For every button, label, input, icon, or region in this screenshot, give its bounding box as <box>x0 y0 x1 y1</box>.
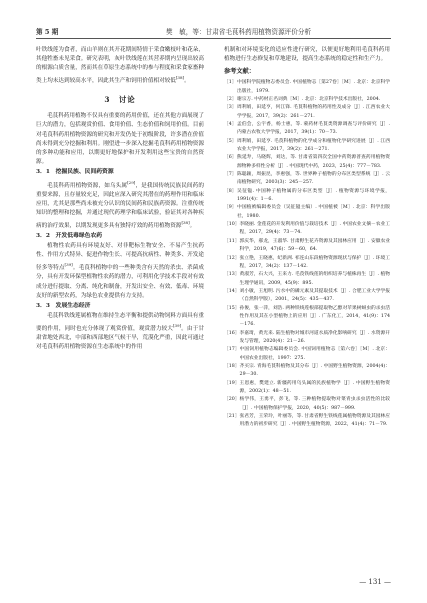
reference-item <box>224 346 390 363</box>
reference-text: 孙俊，张一萍，刘浩. 两种铁线莲根部提取物乙醇对苹果树蚜虫的杀虫活性作用及其在小型植物上的应用［J］. 广东化工，2014，41(9)：174－176. <box>239 305 390 328</box>
reference-text: 谢宗万. 中药材正名词典［M］. 北京：北京科学技术出版社，2004. <box>237 96 381 102</box>
reference-number: ［13］ <box>224 272 240 278</box>
reference-number: ［21］ <box>224 414 240 420</box>
reference-item <box>224 204 390 221</box>
reference-text: 李晓丽. 金莲花的开发利用价值与栽培技术［J］. 中国农业文摘－农业工程，2017，29(4)：73－74. <box>239 222 390 236</box>
reference-item <box>224 396 390 413</box>
header-rule <box>36 38 391 39</box>
subsection-title-3: 3．3 发展生态经济 <box>36 302 91 309</box>
reference-number: ［1］ <box>224 80 237 86</box>
reference-item <box>224 138 390 155</box>
reference-item <box>224 121 390 138</box>
reference-text: 黄淑芳，石大兴，王来力. 毛茛铁线莲的组织培养与植株再生［J］. 植物生理学通讯，2009，45(9)：895. <box>239 272 390 286</box>
reference-item <box>224 154 390 171</box>
reference-item <box>224 79 390 96</box>
reference-number: ［11］ <box>224 238 240 244</box>
reference-text: 熊延寿，马晓辉，刘达，等. 甘肃省第四次全国中药资源普查药用植物资源物种多样性分析［J］. 中国现代中药，2023，25(4)：777－783. <box>237 155 390 169</box>
reference-text: 中国科学院植物志委员会. 中国植物志［第27卷］［M］. 北京：北京科学出版社，1979. <box>237 80 390 94</box>
reference-text: 吴征镒. 中国种子植物属的分布区类型［J］. 植物资源与环境学报，1991(4)：1－6. <box>237 188 390 203</box>
intro-paragraph: 叶铁线莲为食者，而山羊则在其开花期间特情于采食嫩枝叶和花朵，其他牲畜未见采食。研究表明，灰叶铁线莲在其营养期内呈现出较高的根源白质含量，然而其在草原生态系统中的参与程度和采食家畜种类上均未达到较高水平，因此其生产和饲用价值相对较低[38]。 <box>36 47 204 85</box>
reference-text: 周利娟，田延亨. 毛茛科植物的化学成分和植物化学研究进展［J］. 江西农业大学学报，2017，39(2)：261－271. <box>237 138 390 153</box>
reference-text: 王恩惠，樊建立. 新疆药用乌头属的民族植物学［J］. 中国野生植物资源，2002(1)：48－51. <box>239 380 390 394</box>
continued-paragraph: 机制和对环境变化的适应性进行研究，以便更好地利用毛茛科药用植物进行生态修复和草地建设，提高生态系统的稳定性和生产力。 <box>224 47 390 63</box>
reference-item <box>224 238 390 255</box>
reference-number: ［2］ <box>224 96 237 102</box>
reference-item <box>224 96 390 104</box>
reference-item <box>224 413 390 430</box>
reference-number: ［3］ <box>224 105 237 111</box>
left-column <box>36 46 204 352</box>
reference-number: ［15］ <box>224 305 240 311</box>
running-title: 樊 敏，等：甘肃省毛茛科药用植物资源评价分析 <box>166 28 312 36</box>
reference-text: 孟伯会，公宇香，杨士惠，等. 蒙药材毛茛类资源调查与评价研究［J］. 内蒙古农牧大学学报，2017，39(1)：70－73. <box>237 122 390 136</box>
reference-number: ［18］ <box>224 363 240 369</box>
reference-number: ［7］ <box>224 172 237 178</box>
reference-number: ［8］ <box>224 188 237 194</box>
subsection-title-1: 3．1 挖掘民族、民间药资源 <box>36 168 114 175</box>
reference-text: 中国植被编辑委员会（吴征镒主编）. 中国植被［M］. 北京：科学出版社，1980. <box>237 205 390 219</box>
reference-text: 张立艳，王晓惠，纪新洲. 祁连山东段植物资源现状与保护［J］. 环境工程，2017，34(2)：137－142. <box>239 255 390 269</box>
reference-text: 李嘉琦，黄光来. 陆生植物对城市河道水质净化影响研究［J］. 水资源开发与管理，2020(4)：21－26. <box>239 330 390 344</box>
reference-number: ［4］ <box>224 122 237 127</box>
reference-item <box>224 188 390 205</box>
reference-text: 郭庆华，郝龙，王淑华. 甘肃野生花卉资源及其园林应用［J］. 安徽农业科学，2019，47(6)：59－60，64. <box>239 238 390 253</box>
reference-text: 中国饲用植物志编辑委员会. 中国饲用植物志［第六卷］［M］. 北京：中国农业出版社，1997：275. <box>239 347 390 361</box>
reference-text: 陈聪颖，周振昆，李惠强，等. 世界种子植物的分布区类型系统［J］. 云南植物研究，2003(3)：245－257. <box>237 172 390 186</box>
subsection-title-2: 3．2 开发低毒绿色农药 <box>36 233 103 240</box>
reference-item <box>224 255 390 272</box>
subsection-1-paragraph: 毛茛科药用植物资源，如乌头属[29]，是我国传统民族民间药的重要来源，且存量较充足，因此应深入研究其潜在的药理作用和临床应用，尤其是那些尚未被充分认识的民间药和民族药资源。注重传统知识的整理和挖掘，并通过现代药理学和临床试验，验证其对各种疾病的治疗效果，以期发现更多具有独特疗效的药用植物资源[38]。 <box>36 179 204 230</box>
section-title-discussion: 3 讨论 <box>104 95 136 105</box>
reference-text: 杨学伟，王勇平，彭飞，等. 三种植物提取物对菜青虫杀虫活性的比较［J］. 中国植物保护学报，2020，40(5)：987－999. <box>239 397 390 411</box>
reference-number: ［5］ <box>224 138 237 144</box>
reference-text: 刘小敏，王旭明. 污水中的磷元素及其提取技术［J］. 合肥工业大学学报（自然科学版），2001，24(5)：435－437. <box>239 288 390 303</box>
reference-item <box>224 171 390 188</box>
reference-number: ［6］ <box>224 155 237 161</box>
reference-item <box>224 271 390 288</box>
reference-item <box>224 330 390 347</box>
reference-item <box>224 363 390 380</box>
reference-number: ［12］ <box>224 255 240 261</box>
reference-number: ［10］ <box>224 222 240 228</box>
reference-text: 周利娟，田延亨，何江锋. 毛茛科植物的药用性及成分［J］. 江西农业大学学报，2017，39(2)：261－271. <box>237 105 390 119</box>
reference-number: ［19］ <box>224 380 240 386</box>
reference-number: ［9］ <box>224 205 237 211</box>
reference-number: ［17］ <box>224 347 240 353</box>
page-number: — 131 — <box>359 578 391 586</box>
reference-text: 齐买宗. 青海毛茛科植物及其分布［J］. 中国野生植物资源，2004(4)：29－30. <box>239 363 390 378</box>
reference-item <box>224 104 390 121</box>
reference-item <box>224 305 390 330</box>
reference-number: ［20］ <box>224 397 240 403</box>
reference-item <box>224 221 390 238</box>
references-title: 参考文献： <box>224 68 255 76</box>
subsection-2-paragraph: 植物性农药具有环境友好、对非靶标生物安全、不易产生抗药性、作用方式特异、促进作物生长、可提高抗病性、种类多、开发途径多等特点[39]。毛茛科植物中的一些种类含有天然的杀虫、杀菌成分，具有开发环保型植物性农药的潜力，可利用化学技术手段对有效成分进行提取、分离、纯化和制备，开发出安全、有效、低毒、环境友好的新型农药，为绿色农业提供有力支持。 <box>36 243 204 299</box>
reference-number: ［14］ <box>224 288 240 294</box>
reference-item <box>224 380 390 397</box>
issue-number: 第 5 期 <box>36 28 59 36</box>
reference-text: 张君芳，王荣玲，叶丽等，等. 甘肃省野生铁线莲属植物资源及其园林应用潜力的初步研究［J］. 中国野生植物资源，2022，41(4)：71－79. <box>239 414 390 428</box>
reference-number: ［16］ <box>224 330 240 336</box>
reference-item <box>224 288 390 305</box>
right-column <box>224 46 390 430</box>
subsection-3-paragraph: 毛茛科铁线莲属植物在维持生态平衡和提供动物饲料方面具有重要的作用，同时也充分体现了观赏价值，观赏潜力较大[39]。由于甘肃省地处西北，中部和西部地区气候干旱，荒漠化严重，因此可通过对毛茛科药用植物资源在生态系统中的作用 <box>36 312 204 350</box>
discussion-paragraph: 毛茛科药用植物不仅具有重要的药用价值，还在其他方面展现了巨大的潜力，包括观赏价值、食用价值、生态价值和饲用价值。目前对毛茛科药用植物资源的研究和开发仍处于初级阶段，许多潜在价值尚未得到充分挖掘和利用。刚望进一步深入挖掘毛茛科药用植物资源的多种功能和应用，以期更好地保护和开发利用这些宝贵的自然资源。 <box>36 113 204 165</box>
reference-list <box>224 79 390 429</box>
